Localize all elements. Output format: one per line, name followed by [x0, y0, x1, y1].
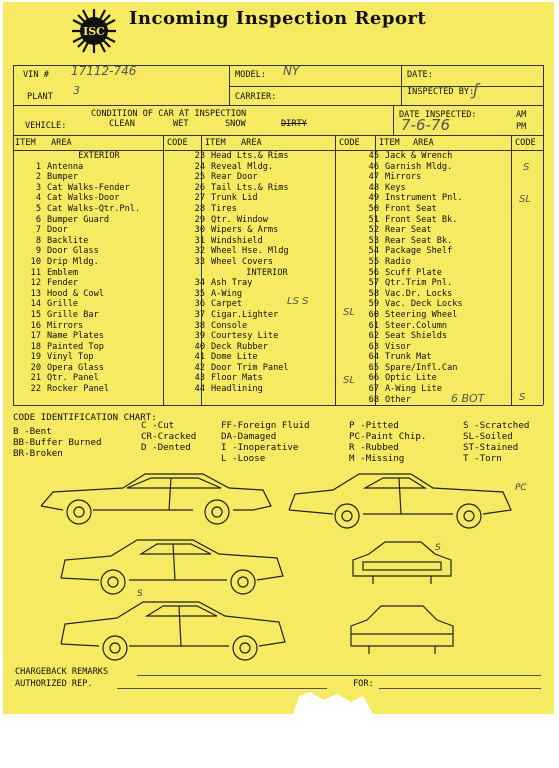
- plant-label: PLANT: [27, 92, 53, 102]
- item-row[interactable]: [15, 162, 163, 173]
- item-row[interactable]: [353, 162, 511, 173]
- item-area: Rear Seat Bk.: [385, 235, 453, 246]
- item-area: Opera Glass: [47, 362, 104, 373]
- item-number: 57: [368, 278, 379, 289]
- item-area: Tires: [211, 203, 237, 214]
- item-area: Bumper Guard: [47, 214, 110, 225]
- s-mark-side: S: [137, 589, 143, 599]
- item-area: A-Wing: [211, 288, 243, 299]
- item-number: 34: [194, 278, 205, 289]
- item-row[interactable]: [179, 384, 335, 395]
- code-49[interactable]: SL: [519, 194, 531, 205]
- s-mark-front: S: [435, 543, 441, 553]
- item-area: Backlite: [47, 235, 89, 246]
- item-number: 52: [368, 225, 379, 236]
- item-number: 46: [368, 161, 379, 172]
- item-row[interactable]: [15, 289, 163, 300]
- item-number: 6: [35, 214, 41, 225]
- model-label: MODEL:: [235, 70, 267, 80]
- item-area: Carpet: [211, 299, 243, 310]
- item-header-1: ITEM: [15, 138, 36, 148]
- item-row[interactable]: [353, 310, 511, 321]
- item-number: 23: [194, 151, 205, 161]
- item-number: 55: [368, 256, 379, 267]
- item-row[interactable]: [353, 331, 511, 342]
- item-area: Seat Shields: [385, 331, 448, 342]
- item-row[interactable]: [353, 183, 511, 194]
- item-number: 9: [35, 246, 41, 257]
- code-entry: T -Torn: [463, 453, 502, 464]
- item-row[interactable]: [353, 204, 511, 215]
- item-number: 4: [35, 193, 41, 204]
- item-number: 64: [368, 352, 379, 363]
- item-area: Bumper: [47, 172, 79, 183]
- inspected-by-label: INSPECTED BY:: [407, 87, 475, 97]
- item-row[interactable]: [179, 321, 335, 332]
- item-area: Steering Wheel: [385, 309, 458, 320]
- item-number: 60: [368, 309, 379, 320]
- item-row[interactable]: [353, 363, 511, 374]
- item-number: 21: [30, 373, 41, 384]
- item-area: Wipers & Arms: [211, 225, 279, 236]
- car-side-view-left-bottom: [61, 602, 285, 660]
- item-area: Wheel Covers: [211, 256, 274, 267]
- code-entry: SL-Soiled: [463, 431, 513, 442]
- item-area: Door Trim Panel: [211, 362, 289, 373]
- item-number: 31: [194, 235, 205, 246]
- item-area: Fender: [47, 278, 79, 289]
- item-number: 22: [30, 384, 41, 395]
- item-number: 45: [368, 151, 379, 161]
- code-header-2: CODE: [339, 138, 360, 148]
- item-number: 3: [35, 182, 41, 193]
- item-row[interactable]: [353, 246, 511, 257]
- item-row[interactable]: [179, 193, 335, 204]
- item-number: 12: [30, 278, 41, 289]
- item-number: 1: [35, 161, 41, 172]
- item-area: Name Plates: [47, 331, 104, 342]
- item-number: 44: [194, 384, 205, 395]
- area-header-2: AREA: [241, 138, 262, 148]
- item-number: 67: [368, 384, 379, 395]
- item-number: 14: [30, 299, 41, 310]
- item-area: Emblem: [47, 267, 79, 278]
- code-entry: DA-Damaged: [221, 431, 277, 442]
- item-row[interactable]: [179, 236, 335, 247]
- item-area: A-Wing Lite: [385, 384, 442, 395]
- item-area: Radio: [385, 256, 411, 267]
- condition-wet[interactable]: WET: [173, 119, 189, 129]
- car-side-view-right-top: [289, 474, 511, 528]
- item-area: Jack & Wrench: [385, 151, 453, 161]
- car-side-view-left-top: [41, 474, 271, 524]
- item-number: 38: [194, 320, 205, 331]
- item-number: 25: [194, 172, 205, 183]
- vehicle-label: VEHICLE:: [25, 121, 67, 131]
- item-row[interactable]: [179, 331, 335, 342]
- code-entry: L -Loose: [221, 453, 266, 464]
- item-area: Steer.Column: [385, 320, 448, 331]
- item-number: 17: [30, 331, 41, 342]
- item-number: 42: [194, 362, 205, 373]
- code-42[interactable]: SL: [343, 375, 355, 386]
- item-number: 32: [194, 246, 205, 257]
- item-number: 66: [368, 373, 379, 384]
- area-header-3: AREA: [413, 138, 434, 148]
- am-label[interactable]: AM: [516, 110, 527, 120]
- item-number: 7: [35, 225, 41, 236]
- item-number: 54: [368, 246, 379, 257]
- condition-title: CONDITION OF CAR AT INSPECTION: [91, 109, 247, 119]
- item-row[interactable]: [179, 162, 335, 173]
- item-number: 47: [368, 172, 379, 183]
- code-chart-col-5: [463, 420, 529, 464]
- item-number: 53: [368, 235, 379, 246]
- item-number: 5: [35, 203, 41, 214]
- condition-dirty[interactable]: DIRTY: [281, 119, 307, 129]
- item-number: 40: [194, 341, 205, 352]
- item-area: Antenna: [47, 161, 84, 172]
- item-row[interactable]: [353, 384, 511, 395]
- item-number: 11: [30, 267, 41, 278]
- item-row[interactable]: [353, 289, 511, 300]
- item-header-2: ITEM: [205, 138, 226, 148]
- item-number: 15: [30, 309, 41, 320]
- item-area: Windshield: [211, 235, 263, 246]
- code-chart-title: CODE IDENTIFICATION CHART:: [13, 412, 157, 423]
- car-damage-diagram[interactable]: [33, 466, 543, 666]
- code-entry: R -Rubbed: [349, 442, 399, 453]
- item-row[interactable]: [15, 299, 163, 310]
- item-number: 61: [368, 320, 379, 331]
- item-row[interactable]: [15, 183, 163, 194]
- item-number: 43: [194, 373, 205, 384]
- item-row[interactable]: [353, 193, 511, 204]
- item-area: Instrument Pnl.: [385, 193, 463, 204]
- item-area: Garnish Mldg.: [385, 161, 453, 172]
- item-number: 65: [368, 362, 379, 373]
- item-area: Optic Lite: [385, 373, 437, 384]
- item-row[interactable]: [179, 342, 335, 353]
- item-header-3: ITEM: [379, 138, 400, 148]
- item-row[interactable]: [353, 373, 511, 384]
- item-row[interactable]: [353, 299, 511, 310]
- pm-label[interactable]: PM: [516, 122, 527, 132]
- form-title: Incoming Inspection Report: [129, 8, 427, 29]
- item-area: Cigar.Lighter: [211, 309, 279, 320]
- item-row[interactable]: [353, 172, 511, 183]
- item-area: Hood & Cowl: [47, 288, 104, 299]
- item-row[interactable]: [179, 172, 335, 183]
- item-area: Qtr. Window: [211, 214, 268, 225]
- code-entry: S -Scratched: [463, 420, 530, 431]
- item-row[interactable]: [15, 268, 163, 279]
- item-area: Front Seat: [385, 203, 437, 214]
- item-row[interactable]: [15, 321, 163, 332]
- for-label: FOR:: [353, 679, 374, 689]
- item-area: Door Glass: [47, 246, 99, 257]
- item-number: 50: [368, 203, 379, 214]
- item-number: 24: [194, 161, 205, 172]
- item-number: 63: [368, 341, 379, 352]
- item-row[interactable]: [179, 183, 335, 194]
- item-row[interactable]: [179, 352, 335, 363]
- code-entry: ST-Stained: [463, 442, 519, 453]
- item-number: 33: [194, 256, 205, 267]
- code-header-1: CODE: [167, 138, 188, 148]
- item-row[interactable]: [15, 172, 163, 183]
- code-chart-col-1: [13, 426, 102, 459]
- item-row[interactable]: [179, 278, 335, 289]
- item-row[interactable]: [15, 204, 163, 215]
- item-row[interactable]: [353, 352, 511, 363]
- plant-value[interactable]: 3: [73, 84, 80, 97]
- item-area: Reveal Mldg.: [211, 161, 274, 172]
- code-entry: C -Cut: [141, 420, 175, 431]
- item-area: Front Seat Bk.: [385, 214, 458, 225]
- item-number: 68: [368, 394, 379, 405]
- item-row[interactable]: [15, 352, 163, 363]
- vin-label: VIN #: [23, 70, 49, 80]
- item-row[interactable]: [15, 246, 163, 257]
- item-area: Door: [47, 225, 68, 236]
- item-area: Vac. Deck Locks: [385, 299, 463, 310]
- item-row[interactable]: [353, 342, 511, 353]
- code-chart-col-4: [349, 420, 426, 464]
- item-row[interactable]: [15, 373, 163, 384]
- item-area: Drip Mldg.: [47, 256, 99, 267]
- item-area: Tail Lts.& Rims: [211, 182, 289, 193]
- item-number: 37: [194, 309, 205, 320]
- model-value[interactable]: NY: [283, 64, 300, 78]
- item-number: 30: [194, 225, 205, 236]
- item-number: 36: [194, 299, 205, 310]
- item-area: Vac.Dr. Locks: [385, 288, 453, 299]
- code-entry: B -Bent: [13, 426, 52, 437]
- exterior-section-label: EXTERIOR: [78, 151, 120, 161]
- item-row[interactable]: [179, 373, 335, 384]
- item-area: Cat Walks-Door: [47, 193, 120, 204]
- item-area: Rear Seat: [385, 225, 432, 236]
- item-row[interactable]: [15, 193, 163, 204]
- item-row[interactable]: [353, 278, 511, 289]
- item-area: Trunk Lid: [211, 193, 258, 204]
- item-row[interactable]: [179, 363, 335, 374]
- item-number: 29: [194, 214, 205, 225]
- carrier-label: CARRIER:: [235, 92, 277, 102]
- item-area: Painted Top: [47, 341, 104, 352]
- car-rear-view: [351, 606, 453, 654]
- item-row[interactable]: [353, 215, 511, 226]
- item-row[interactable]: [353, 321, 511, 332]
- item-area: Qtr. Panel: [47, 373, 99, 384]
- condition-clean[interactable]: CLEAN: [109, 119, 135, 129]
- item-number: 2: [35, 172, 41, 183]
- item-area: Cat Walks-Fender: [47, 182, 130, 193]
- item-row[interactable]: [353, 395, 511, 406]
- code-68[interactable]: S: [519, 392, 526, 403]
- vin-value[interactable]: 17112-746: [71, 64, 137, 78]
- item-number: 10: [30, 256, 41, 267]
- item-area: Head Lts.& Rims: [211, 151, 289, 161]
- item-area: Grille: [47, 299, 79, 310]
- inspected-by-signature[interactable]: ƒ: [473, 80, 479, 99]
- item-row[interactable]: [179, 204, 335, 215]
- code-entry: P -Pitted: [349, 420, 399, 431]
- item-number: 56: [368, 267, 379, 278]
- item-area: Package Shelf: [385, 246, 453, 257]
- interior-section-label: INTERIOR: [246, 267, 288, 278]
- code-entry: PC-Paint Chip.: [349, 431, 427, 442]
- date-label: DATE:: [407, 70, 433, 80]
- item-row[interactable]: [15, 215, 163, 226]
- item-number: 48: [368, 182, 379, 193]
- svg-text:ISC: ISC: [83, 25, 105, 38]
- item-number: 16: [30, 320, 41, 331]
- item-row[interactable]: [179, 310, 335, 321]
- item-number: 19: [30, 352, 41, 363]
- item-column-2: [179, 151, 335, 395]
- code-chart-col-3: [221, 420, 310, 464]
- code-entry: BB-Buffer Burned: [13, 437, 102, 448]
- item-column-1: [15, 151, 163, 395]
- item-number: 58: [368, 288, 379, 299]
- item-area: Visor: [385, 341, 411, 352]
- item-number: 8: [35, 235, 41, 246]
- item-row[interactable]: [15, 331, 163, 342]
- item-row[interactable]: [15, 236, 163, 247]
- item-area: Rear Door: [211, 172, 258, 183]
- code-chart-col-2: [141, 420, 196, 453]
- item-row[interactable]: [353, 151, 511, 162]
- car-side-view-left-middle: [61, 540, 283, 594]
- code-entry: M -Missing: [349, 453, 405, 464]
- item-area: Grille Bar: [47, 309, 99, 320]
- pc-mark: PC: [515, 483, 527, 493]
- item-row[interactable]: [353, 236, 511, 247]
- item-area: Keys: [385, 182, 406, 193]
- item-area: Ash Tray: [211, 278, 253, 289]
- code-46[interactable]: S: [523, 162, 530, 173]
- item-row[interactable]: [353, 268, 511, 279]
- item-area: Vinyl Top: [47, 352, 94, 363]
- condition-snow[interactable]: SNOW: [225, 119, 246, 129]
- item-number: 35: [194, 288, 205, 299]
- item-column-3: [353, 151, 511, 405]
- inspection-form: [3, 2, 554, 714]
- item-area: Floor Mats: [211, 373, 263, 384]
- code-header-3: CODE: [515, 138, 536, 148]
- item-row[interactable]: [15, 225, 163, 236]
- item-area: Deck Rubber: [211, 341, 268, 352]
- code-entry: BR-Broken: [13, 448, 63, 459]
- date-inspected-value[interactable]: 7-6-76: [401, 116, 450, 134]
- item-number: 28: [194, 203, 205, 214]
- item-area: Headlining: [211, 384, 263, 395]
- note-35[interactable]: LS S: [287, 296, 309, 307]
- area-header-1: AREA: [51, 138, 72, 148]
- item-row[interactable]: [353, 225, 511, 236]
- item-area: Spare/Infl.Can: [385, 362, 458, 373]
- item-number: 49: [368, 193, 379, 204]
- item-row[interactable]: [179, 215, 335, 226]
- item-row[interactable]: [179, 246, 335, 257]
- item-row[interactable]: [15, 384, 163, 395]
- other-note[interactable]: 6 BOT: [451, 392, 485, 405]
- item-number: 62: [368, 331, 379, 342]
- item-row[interactable]: [179, 225, 335, 236]
- item-row[interactable]: [15, 342, 163, 353]
- item-row[interactable]: [15, 278, 163, 289]
- item-area: Courtesy Lite: [211, 331, 279, 342]
- item-number: 41: [194, 352, 205, 363]
- item-area: Qtr.Trim Pnl.: [385, 278, 453, 289]
- item-row[interactable]: [179, 299, 335, 310]
- item-number: 18: [30, 341, 41, 352]
- code-36[interactable]: SL: [343, 307, 355, 318]
- item-number: 20: [30, 362, 41, 373]
- item-number: 13: [30, 288, 41, 299]
- item-area: Trunk Mat: [385, 352, 432, 363]
- item-row[interactable]: [15, 363, 163, 374]
- item-row[interactable]: [179, 151, 335, 162]
- torn-edge: [293, 690, 373, 714]
- item-row[interactable]: [179, 289, 335, 300]
- code-entry: I -Inoperative: [221, 442, 299, 453]
- authorized-rep-label: AUTHORIZED REP.: [15, 679, 93, 689]
- item-number: 51: [368, 214, 379, 225]
- chargeback-label: CHARGEBACK REMARKS: [15, 667, 109, 677]
- item-area: Rocker Panel: [47, 384, 110, 395]
- item-area: Dome Lite: [211, 352, 258, 363]
- item-row[interactable]: [15, 257, 163, 268]
- item-row[interactable]: [15, 310, 163, 321]
- item-area: Wheel Hse. Mldg: [211, 246, 289, 257]
- isc-logo: [71, 8, 117, 54]
- item-area: Mirrors: [385, 172, 422, 183]
- code-entry: D -Dented: [141, 442, 191, 453]
- item-area: Mirrors: [47, 320, 84, 331]
- item-area: Other: [385, 394, 411, 405]
- item-area: Cat Walks-Qtr.Pnl.: [47, 203, 141, 214]
- code-entry: CR-Cracked: [141, 431, 197, 442]
- item-area: Console: [211, 320, 248, 331]
- item-number: 59: [368, 299, 379, 310]
- item-row[interactable]: [353, 257, 511, 268]
- item-row[interactable]: [179, 257, 335, 268]
- item-number: 26: [194, 182, 205, 193]
- date-inspected-label: DATE INSPECTED:: [399, 110, 477, 120]
- item-area: Scuff Plate: [385, 267, 442, 278]
- item-number: 39: [194, 331, 205, 342]
- item-number: 27: [194, 193, 205, 204]
- code-entry: FF-Foreign Fluid: [221, 420, 310, 431]
